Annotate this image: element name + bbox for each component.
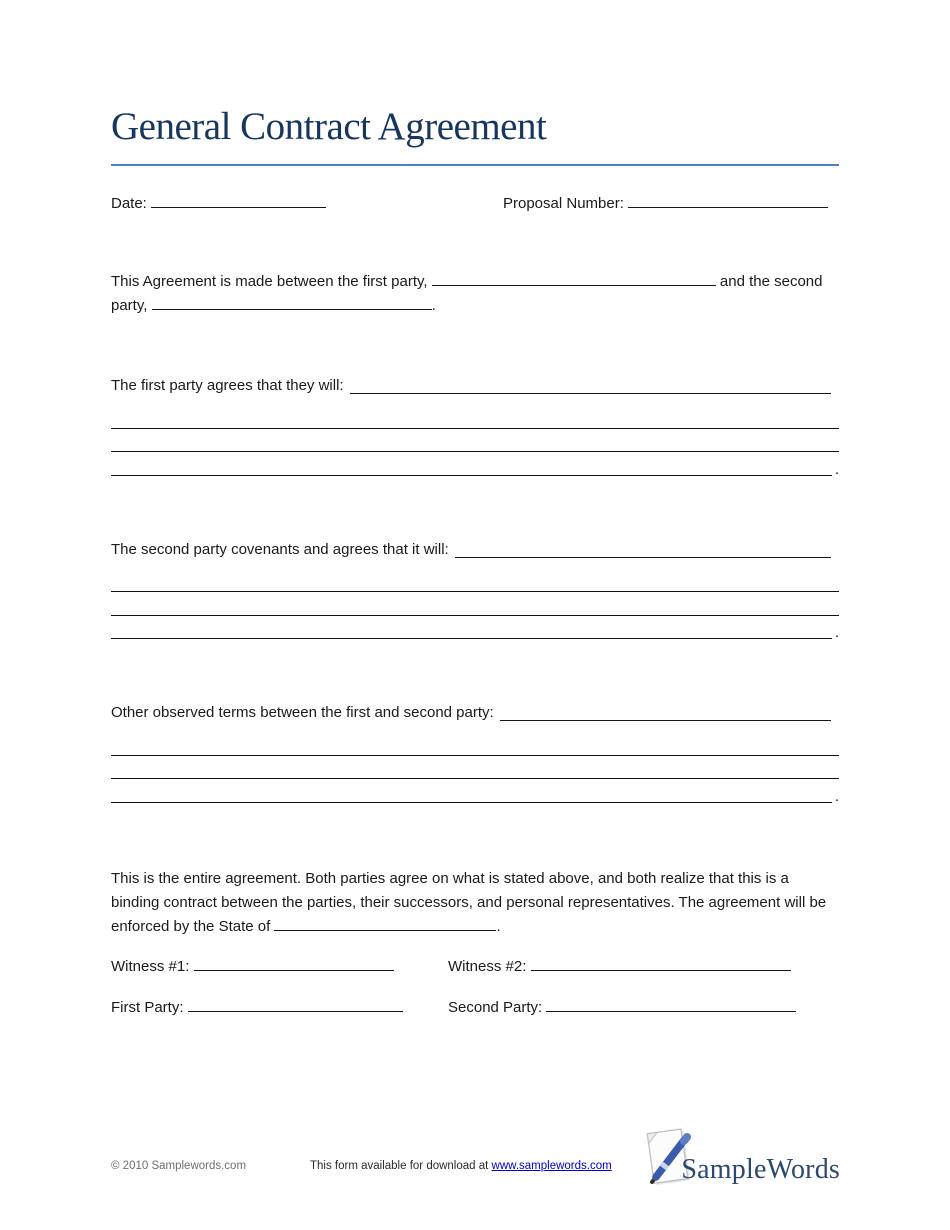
write-in-line: [111, 756, 839, 780]
proposal-number-label: Proposal Number:: [503, 195, 624, 212]
witness1-group: [111, 955, 394, 979]
first-party-signature-field[interactable]: [188, 998, 403, 1012]
line-terminator: .: [834, 787, 839, 805]
date-label: Date:: [111, 195, 147, 212]
closing-paragraph: [111, 867, 839, 939]
write-in-line: [111, 405, 839, 429]
line-terminator: .: [834, 624, 839, 641]
closing-period: .: [496, 917, 501, 935]
write-in-rule[interactable]: [111, 591, 839, 592]
proposal-group: [503, 192, 828, 216]
write-in-line: [111, 732, 839, 756]
page-footer: [111, 1126, 840, 1198]
section-other-terms-label: Other observed terms between the first and second party:: [111, 704, 494, 721]
write-in-line: [111, 452, 839, 476]
section-second-party-inline-field[interactable]: [455, 557, 831, 558]
logo-wordmark: SampleWords: [681, 1154, 840, 1185]
line-terminator: .: [834, 460, 839, 478]
section-second-party: [111, 538, 839, 640]
write-in-rule[interactable]: [111, 778, 839, 779]
contract-page: [111, 0, 839, 1020]
section-other-terms: [111, 701, 839, 803]
second-party-name-field[interactable]: [152, 296, 432, 310]
intro-text-2: and the second party,: [111, 273, 823, 314]
witness2-group: [448, 955, 791, 979]
section-second-party-header: [111, 538, 831, 562]
intro-paragraph: [111, 270, 839, 318]
write-in-line: [111, 429, 839, 453]
date-group: [111, 192, 326, 216]
copyright-text: © 2010 Samplewords.com: [111, 1160, 247, 1172]
first-party-group: [111, 996, 403, 1020]
section-other-terms-inline-field[interactable]: [500, 720, 831, 721]
witness1-signature-field[interactable]: [194, 957, 394, 971]
section-other-terms-header: [111, 701, 831, 725]
write-in-line: [111, 779, 839, 803]
section-first-party-inline-field[interactable]: [350, 393, 831, 394]
witness2-label: Witness #2:: [448, 957, 527, 975]
second-party-label: Second Party:: [448, 998, 543, 1016]
section-first-party-label: The first party agrees that they will:: [111, 377, 344, 394]
write-in-rule[interactable]: [111, 755, 839, 756]
second-party-signature-field[interactable]: [546, 998, 796, 1012]
section-first-party-header: [111, 374, 831, 398]
write-in-line: [111, 616, 839, 640]
date-field[interactable]: [151, 194, 326, 208]
section-second-party-label: The second party covenants and agrees that it will:: [111, 540, 449, 558]
write-in-rule[interactable]: [111, 802, 832, 803]
write-in-line: [111, 592, 839, 616]
intro-period: .: [431, 297, 436, 314]
party-signature-row: [111, 996, 839, 1020]
witness1-label: Witness #1:: [111, 957, 190, 975]
proposal-number-field[interactable]: [628, 194, 828, 208]
state-field[interactable]: [274, 917, 496, 931]
first-party-label: First Party:: [111, 998, 184, 1016]
second-party-group: [448, 996, 796, 1020]
witness-row: [111, 955, 839, 979]
samplewords-link[interactable]: www.samplewords.com: [491, 1160, 612, 1172]
download-note: [310, 1159, 612, 1173]
samplewords-logo: [643, 1126, 840, 1192]
section-first-party: [111, 374, 839, 476]
write-in-rule[interactable]: [111, 451, 839, 452]
closing-text: This is the entire agreement. Both parties agree on what is stated above, and both realize that this is a binding contract between the parties, their successors, and personal representatives. The agreement will be enforced by the State of: [111, 869, 827, 935]
first-party-name-field[interactable]: [432, 272, 716, 286]
write-in-rule[interactable]: [111, 475, 832, 476]
write-in-line: [111, 569, 839, 593]
download-note-text: This form available for download at: [310, 1160, 492, 1172]
meta-row: [111, 192, 839, 216]
page-title: General Contract Agreement: [111, 105, 547, 148]
write-in-rule[interactable]: [111, 638, 832, 639]
title-block: [111, 104, 839, 166]
witness2-signature-field[interactable]: [531, 957, 791, 971]
write-in-rule[interactable]: [111, 428, 839, 429]
intro-text-1: This Agreement is made between the first party,: [111, 273, 428, 290]
write-in-rule[interactable]: [111, 615, 839, 616]
